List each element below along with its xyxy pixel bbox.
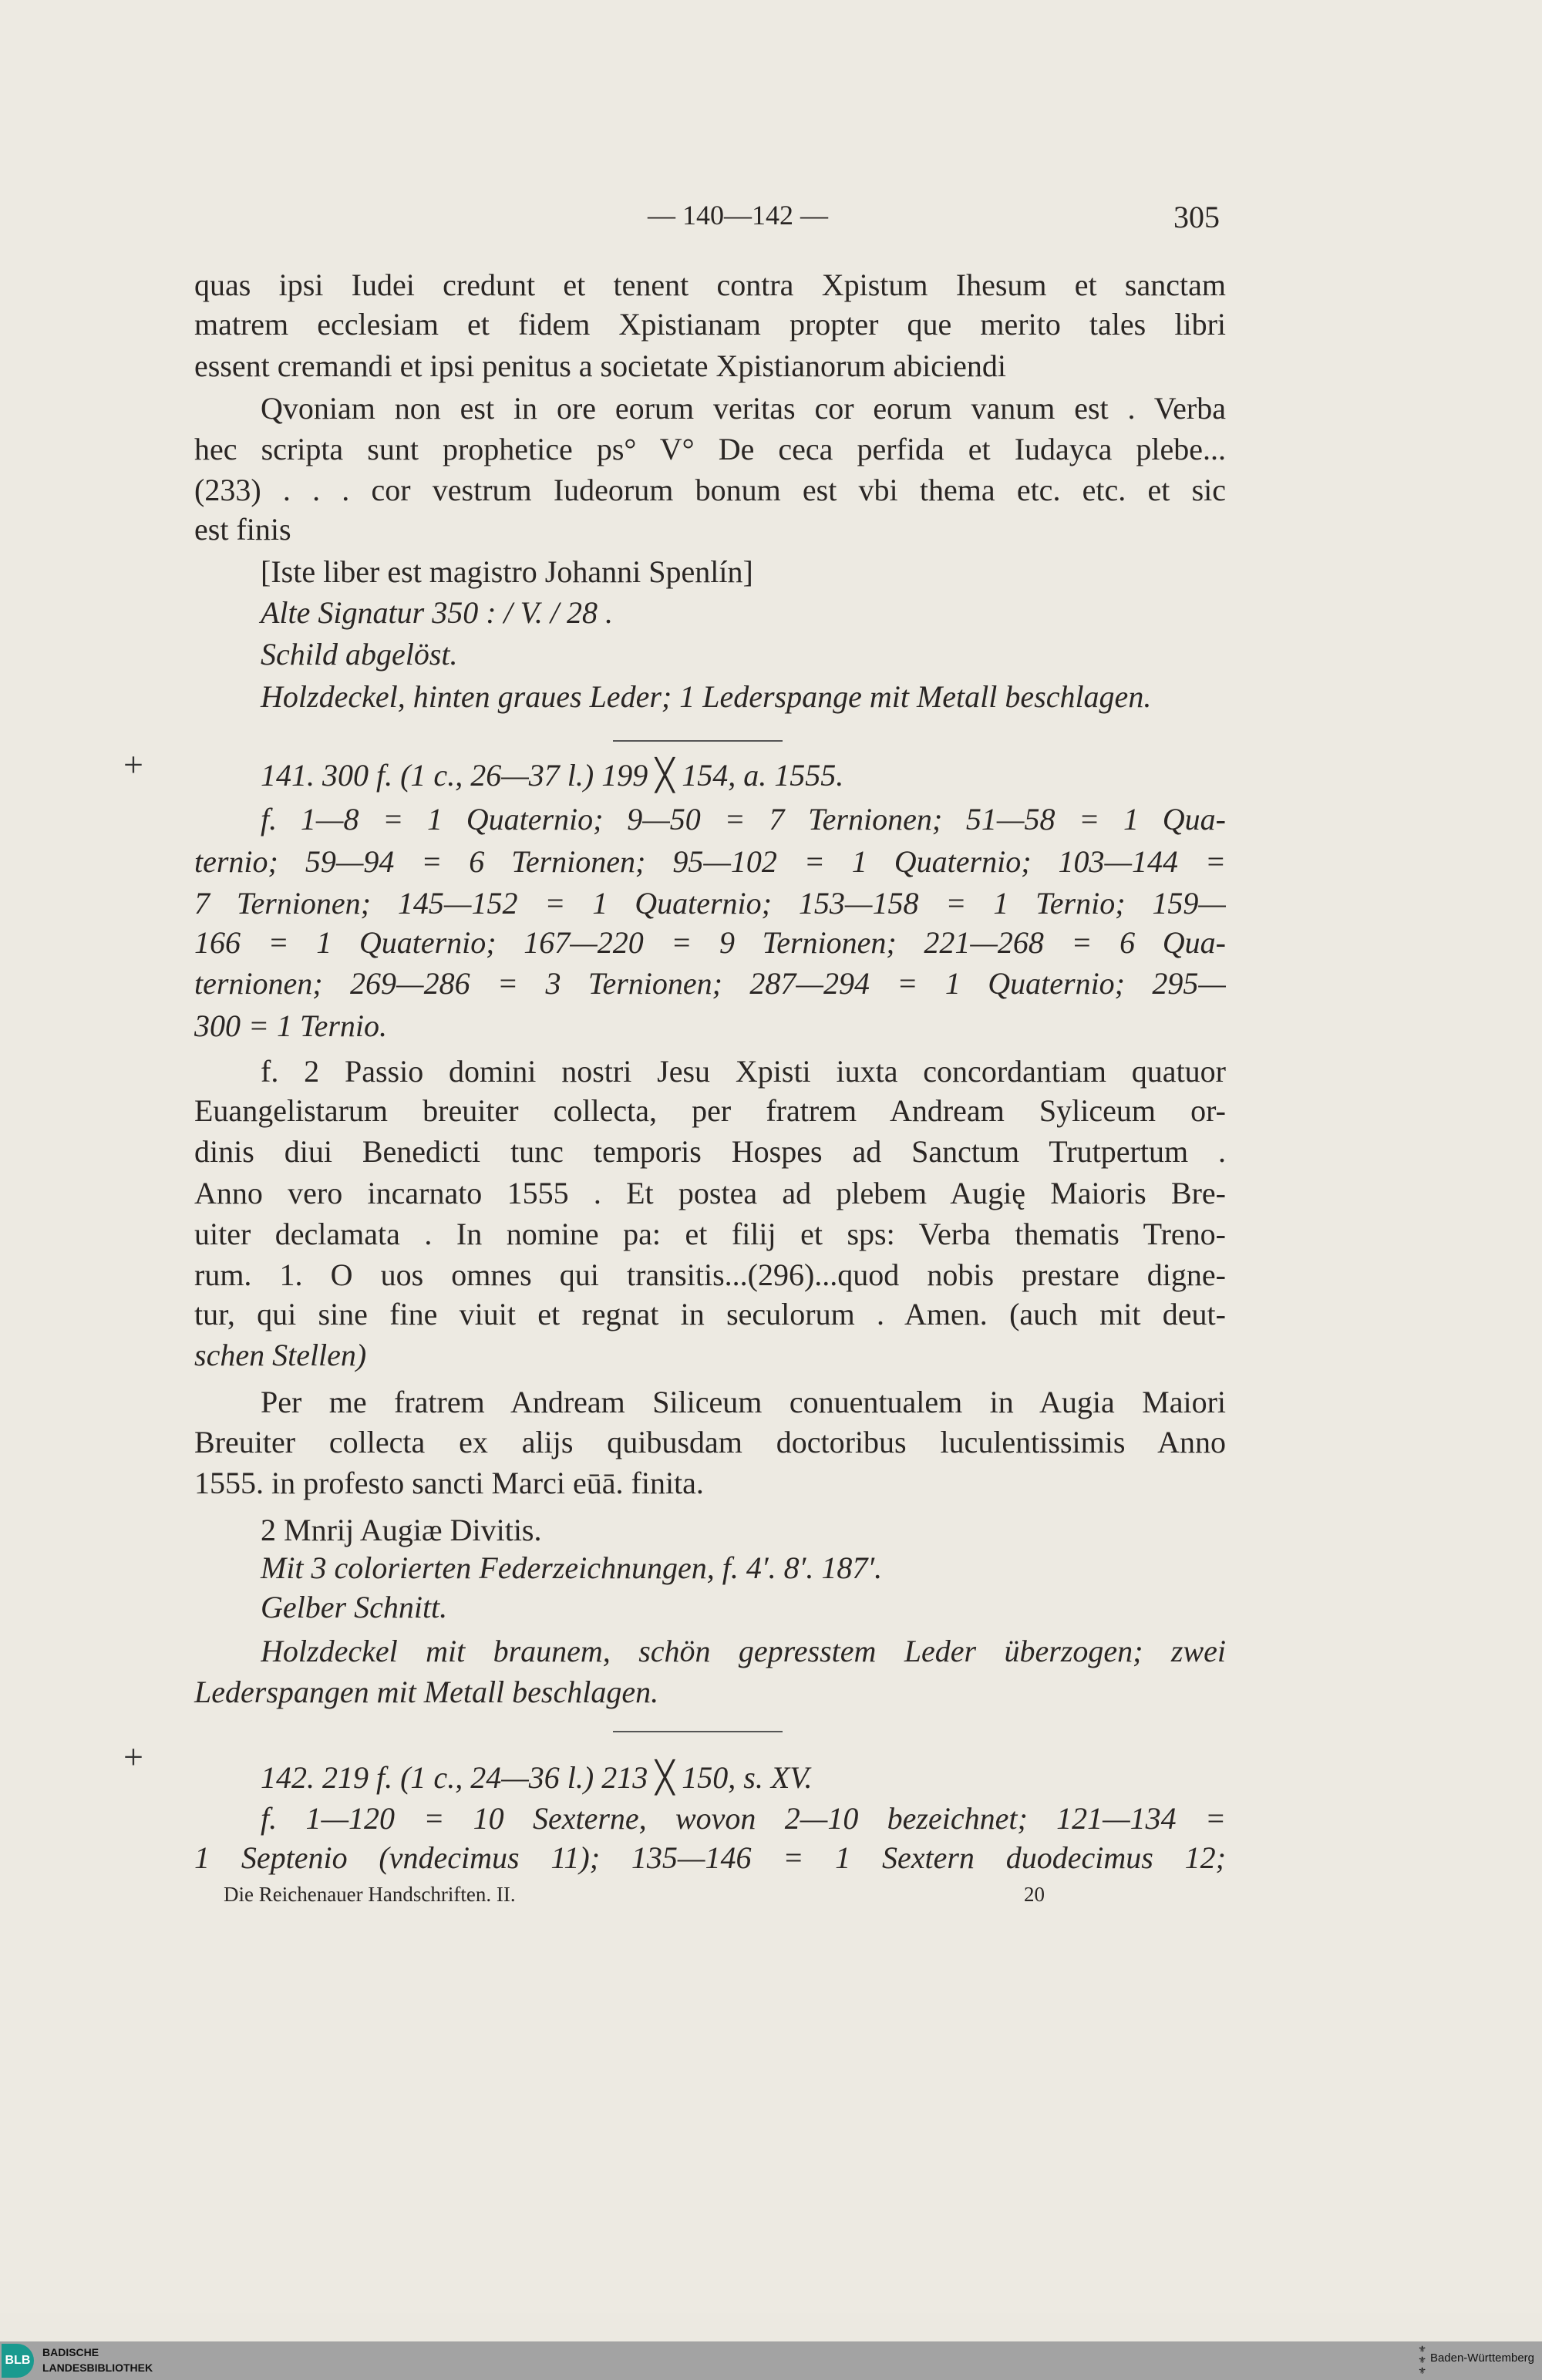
text-line: dinis diui Benedicti tunc temporis Hospes ad Sanctum Trutpertum .: [194, 1134, 1226, 1169]
running-header: — 140—142 —: [648, 200, 828, 231]
text-line: Per me fratrem Andream Siliceum conuentualem in Augia Maiori: [261, 1385, 1226, 1419]
text-line: hec scripta sunt prophetice ps° V° De ceca perfida et Iudayca plebe...: [194, 432, 1226, 466]
text-line: f. 1—8 = 1 Quaternio; 9—50 = 7 Ternionen; 51—58 = 1 Qua-: [261, 802, 1226, 837]
text-line: essent cremandi et ipsi penitus a societate Xpistianorum abiciendi: [194, 348, 1007, 383]
text-line: 1555. in profesto sancti Marci eūā. finita.: [194, 1466, 704, 1500]
text-line: 300 = 1 Ternio.: [194, 1008, 387, 1043]
text-line: Qvoniam non est in ore eorum veritas cor eorum vanum est . Verba: [261, 391, 1226, 426]
signature-mark: 20: [1024, 1883, 1045, 1906]
text-line: Alte Signatur 350 : / V. / 28 .: [261, 595, 614, 630]
text-line: (233) . . . cor vestrum Iudeorum bonum est vbi thema etc. etc. et sic: [194, 473, 1226, 507]
text-line: Mit 3 colorierten Federzeichnungen, f. 4′. 8′. 187′.: [261, 1550, 883, 1585]
text-line: quas ipsi Iudei credunt et tenent contra Xpistum Ihesum et sanctam: [194, 268, 1226, 302]
lions-icon: ⚜ ⚜ ⚜: [1418, 2344, 1426, 2376]
text-line: 2 Mnrij Augiæ Divitis.: [261, 1513, 542, 1547]
blb-logo[interactable]: BLB: [2, 2344, 34, 2378]
page-number: 305: [1173, 200, 1220, 234]
margin-mark: +: [123, 1737, 143, 1776]
text-line: Gelber Schnitt.: [261, 1590, 448, 1624]
library-name[interactable]: [42, 2345, 153, 2375]
text-line: ternio; 59—94 = 6 Ternionen; 95—102 = 1 Quaternio; 103—144 =: [194, 844, 1226, 879]
text-line: matrem ecclesiam et fidem Xpistianam propter que merito tales libri: [194, 307, 1226, 342]
text-line: Lederspangen mit Metall beschlagen.: [194, 1675, 659, 1709]
text-line: 166 = 1 Quaternio; 167—220 = 9 Ternionen; 221—268 = 6 Qua-: [194, 925, 1226, 960]
section-divider: [613, 740, 783, 742]
text-line: Breuiter collecta ex alijs quibusdam doctoribus luculentissimis Anno: [194, 1425, 1226, 1459]
library-line-2: LANDESBIBLIOTHEK: [42, 2361, 153, 2374]
footer-title: Die Reichenauer Handschriften. II.: [224, 1883, 516, 1906]
library-line-1: BADISCHE: [42, 2346, 99, 2358]
text-line: 7 Ternionen; 145—152 = 1 Quaternio; 153—158 = 1 Ternio; 159—: [194, 886, 1226, 921]
text-line: 142. 219 f. (1 c., 24—36 l.) 213 ╳ 150, s. XV.: [261, 1760, 813, 1795]
text-line: [Iste liber est magistro Johanni Spenlín]: [261, 554, 753, 589]
text-line: uiter declamata . In nomine pa: et filij et sps: Verba thematis Treno-: [194, 1217, 1226, 1251]
section-divider: [613, 1731, 783, 1732]
text-line: rum. 1. O uos omnes qui transitis...(296)...quod nobis prestare digne-: [194, 1257, 1226, 1292]
text-line: Holzdeckel mit braunem, schön gepresstem Leder überzogen; zwei: [261, 1634, 1226, 1668]
bottom-bar: [0, 2341, 1542, 2380]
text-line: tur, qui sine fine viuit et regnat in seculorum . Amen. (auch mit deut-: [194, 1297, 1226, 1331]
text-line: 1 Septenio (vndecimus 11); 135—146 = 1 Sextern duodecimus 12;: [194, 1840, 1226, 1875]
text-line: Anno vero incarnato 1555 . Et postea ad plebem Augię Maioris Bre-: [194, 1176, 1226, 1210]
margin-mark: +: [123, 745, 143, 784]
text-line: ternionen; 269—286 = 3 Ternionen; 287—294 = 1 Quaternio; 295—: [194, 966, 1226, 1001]
text-line: f. 2 Passio domini nostri Jesu Xpisti iuxta concordantiam quatuor: [261, 1054, 1226, 1089]
text-line: Schild abgelöst.: [261, 637, 458, 672]
state-logo-text[interactable]: Baden-Württemberg: [1429, 2351, 1534, 2365]
text-line: 141. 300 f. (1 c., 26—37 l.) 199 ╳ 154, a. 1555.: [261, 758, 844, 793]
text-line: est finis: [194, 512, 291, 547]
text-line: f. 1—120 = 10 Sexterne, wovon 2—10 bezeichnet; 121—134 =: [261, 1801, 1226, 1836]
text-line: schen Stellen): [194, 1338, 367, 1372]
text-line: Euangelistarum breuiter collecta, per fratrem Andream Syliceum or-: [194, 1093, 1226, 1128]
text-line: Holzdeckel, hinten graues Leder; 1 Lederspange mit Metall beschlagen.: [261, 679, 1152, 714]
